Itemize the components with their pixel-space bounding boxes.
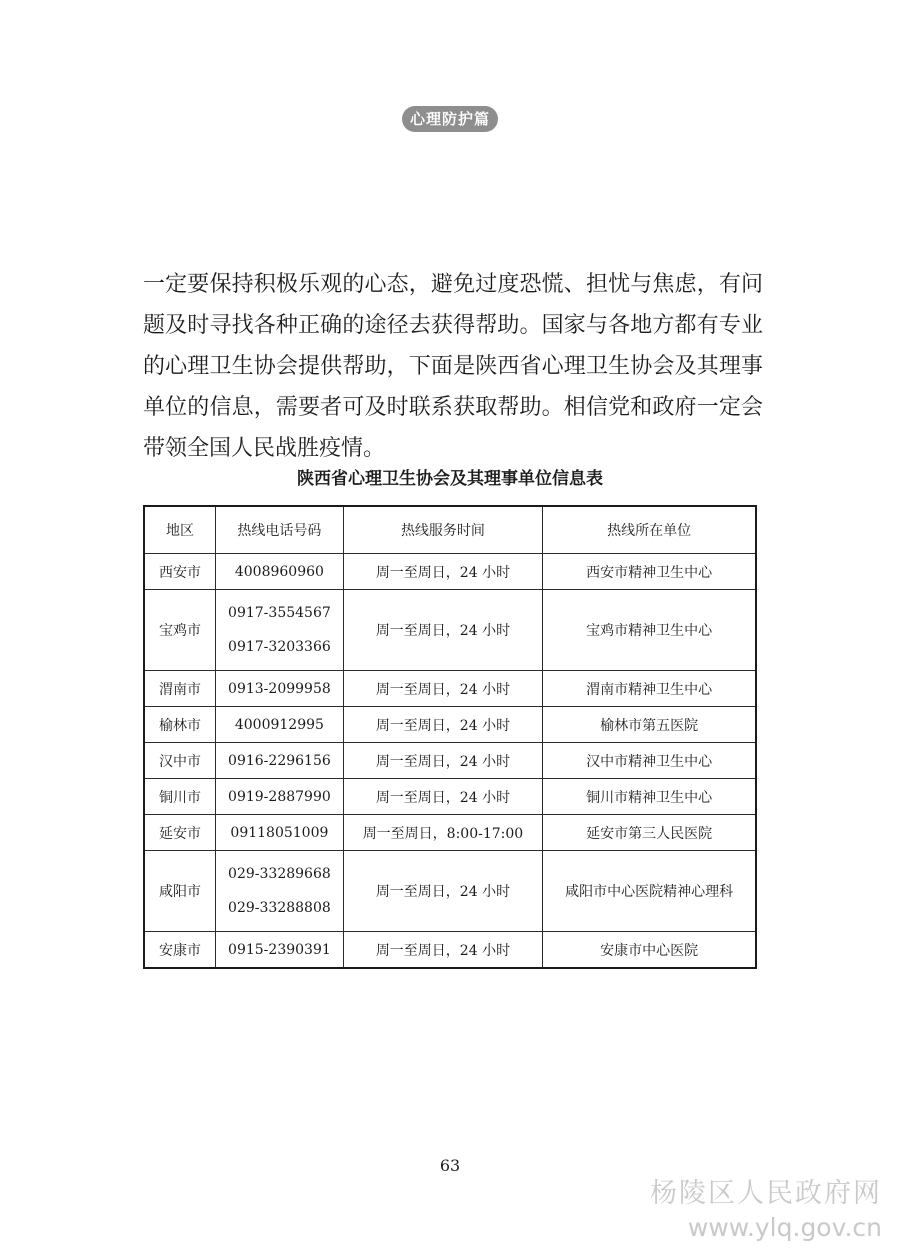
cell-phone [216, 851, 344, 932]
header-hours: 热线服务时间 [343, 506, 542, 554]
cell-unit: 宝鸡市精神卫生中心 [543, 590, 756, 671]
table-row [144, 932, 756, 969]
table-row [144, 851, 756, 932]
cell-phone: 0915-2390391 [216, 932, 344, 969]
header-region: 地区 [144, 506, 216, 554]
cell-hours: 周一至周日，24 小时 [343, 671, 542, 707]
cell-unit: 铜川市精神卫生中心 [543, 779, 756, 815]
cell-hours: 周一至周日，24 小时 [343, 932, 542, 969]
section-badge: 心理防护篇 [402, 106, 498, 132]
cell-unit: 西安市精神卫生中心 [543, 554, 756, 590]
cell-hours: 周一至周日，24 小时 [343, 590, 542, 671]
cell-region: 咸阳市 [144, 851, 216, 932]
header-phone: 热线电话号码 [216, 506, 344, 554]
table-row [144, 671, 756, 707]
cell-unit: 榆林市第五医院 [543, 707, 756, 743]
cell-unit: 汉中市精神卫生中心 [543, 743, 756, 779]
header-unit: 热线所在单位 [543, 506, 756, 554]
table-title: 陕西省心理卫生协会及其理事单位信息表 [297, 469, 603, 489]
table-row [144, 554, 756, 590]
phone-number: 029-33288808 [228, 900, 331, 916]
phone-number: 029-33289668 [228, 866, 331, 882]
table-row [144, 815, 756, 851]
cell-unit: 咸阳市中心医院精神心理科 [543, 851, 756, 932]
cell-hours: 周一至周日，8:00-17:00 [343, 815, 542, 851]
page-number: 63 [439, 1156, 461, 1175]
cell-hours: 周一至周日，24 小时 [343, 779, 542, 815]
cell-region: 汉中市 [144, 743, 216, 779]
cell-region: 渭南市 [144, 671, 216, 707]
cell-unit: 延安市第三人民医院 [543, 815, 756, 851]
cell-hours: 周一至周日，24 小时 [343, 851, 542, 932]
watermark-site-name: 杨陵区人民政府网 [650, 1178, 882, 1209]
cell-phone: 0913-2099958 [216, 671, 344, 707]
site-watermark [650, 1176, 882, 1244]
cell-unit: 安康市中心医院 [543, 932, 756, 969]
table-header-row [144, 506, 756, 554]
cell-region: 榆林市 [144, 707, 216, 743]
watermark-url: www.ylq.gov.cn [687, 1213, 882, 1242]
cell-hours: 周一至周日，24 小时 [343, 554, 542, 590]
cell-phone: 0919-2887990 [216, 779, 344, 815]
cell-phone: 0916-2296156 [216, 743, 344, 779]
cell-phone [216, 590, 344, 671]
cell-region: 铜川市 [144, 779, 216, 815]
table-row [144, 743, 756, 779]
table-row [144, 590, 756, 671]
cell-region: 延安市 [144, 815, 216, 851]
cell-region: 安康市 [144, 932, 216, 969]
phone-number: 0917-3203366 [228, 639, 331, 655]
cell-hours: 周一至周日，24 小时 [343, 707, 542, 743]
cell-hours: 周一至周日，24 小时 [343, 743, 542, 779]
cell-unit: 渭南市精神卫生中心 [543, 671, 756, 707]
cell-phone: 09118051009 [216, 815, 344, 851]
hotline-info-table [143, 505, 757, 969]
cell-region: 西安市 [144, 554, 216, 590]
cell-phone: 4008960960 [216, 554, 344, 590]
cell-region: 宝鸡市 [144, 590, 216, 671]
cell-phone: 4000912995 [216, 707, 344, 743]
table-row [144, 779, 756, 815]
phone-number: 0917-3554567 [228, 605, 331, 621]
table-row [144, 707, 756, 743]
body-paragraph: 一定要保持积极乐观的心态，避免过度恐慌、担忧与焦虑，有问题及时寻找各种正确的途径去获得帮助。国家与各地方都有专业的心理卫生协会提供帮助，下面是陕西省心理卫生协会及其理事单位的信息，需要者可及时联系获取帮助。相信党和政府一定会带领全国人民战胜疫情。 [143, 272, 763, 461]
